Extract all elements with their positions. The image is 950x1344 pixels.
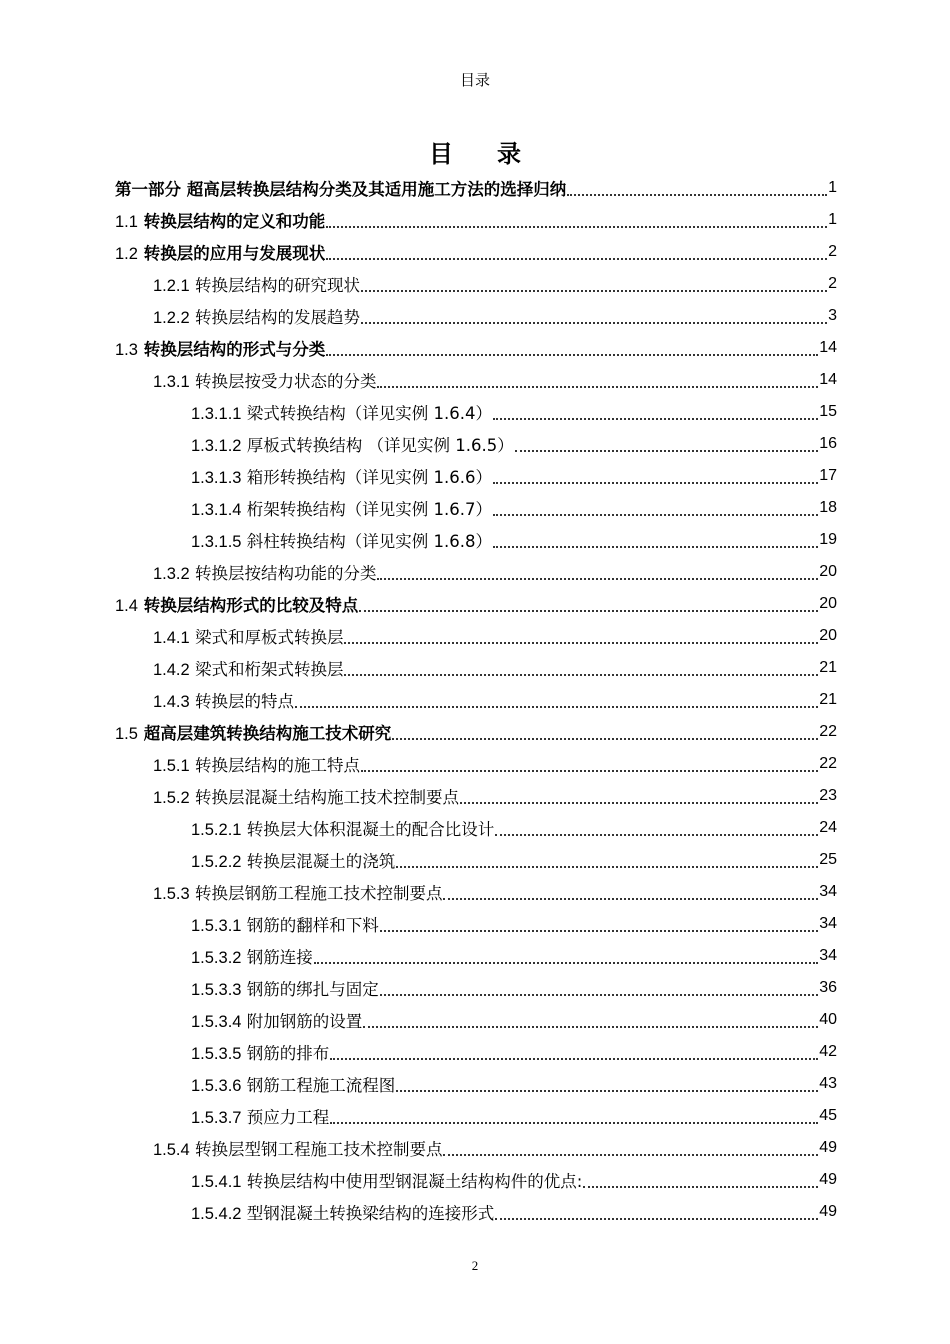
toc-entry-page: 2 — [828, 275, 837, 292]
toc-entry-label — [191, 912, 379, 936]
toc-entry-number: 1.3.1.3 — [191, 469, 242, 487]
toc-entry-text: 转换层结构的发展趋势 — [194, 308, 360, 327]
toc-entry-text: 转换层的应用与发展现状 — [143, 244, 326, 263]
dot-leader — [460, 790, 818, 804]
toc-entry-text: 斜柱转换结构（详见实例 1.6.8） — [246, 532, 492, 551]
toc-entry-label — [153, 560, 376, 584]
toc-entry[interactable] — [191, 396, 837, 428]
page-title: 目录 — [429, 140, 565, 168]
toc-entry-text: 梁式转换结构（详见实例 1.6.4） — [246, 404, 492, 423]
toc-entry[interactable] — [153, 556, 837, 588]
toc-entry[interactable] — [191, 1100, 837, 1132]
toc-entry-label — [153, 656, 343, 680]
toc-entry-number: 1.1 — [115, 213, 138, 231]
toc-entry-number: 1.4 — [115, 597, 138, 615]
toc-entry-text: 桁架转换结构（详见实例 1.6.7） — [246, 500, 492, 519]
dot-leader — [295, 694, 818, 708]
toc-entry-label — [153, 784, 459, 808]
toc-entry-page: 49 — [819, 1139, 837, 1156]
dot-leader — [344, 630, 818, 644]
toc-entry[interactable] — [191, 1164, 837, 1196]
toc-entry-number: 1.2 — [115, 245, 138, 263]
toc-entry[interactable] — [115, 204, 837, 236]
toc-entry-number: 1.5.3.7 — [191, 1109, 242, 1127]
toc-entry-page: 15 — [819, 403, 837, 420]
toc-entry-page: 20 — [819, 563, 837, 580]
toc-entry-label — [191, 1072, 395, 1096]
dot-leader — [392, 726, 818, 740]
dot-leader — [443, 1142, 818, 1156]
dot-leader — [344, 662, 818, 676]
toc-entry-text: 转换层混凝土结构施工技术控制要点 — [194, 788, 459, 807]
toc-entry-text: 梁式和厚板式转换层 — [194, 628, 344, 647]
toc-entry[interactable] — [153, 684, 837, 716]
toc-entry[interactable] — [191, 940, 837, 972]
toc-entry[interactable] — [153, 780, 837, 812]
dot-leader — [326, 342, 818, 356]
toc-entry-label — [115, 336, 325, 360]
dot-leader — [359, 598, 818, 612]
toc-entry-page: 22 — [819, 755, 837, 772]
toc-entry-page: 18 — [819, 499, 837, 516]
toc-entry-number: 1.5.3.2 — [191, 949, 242, 967]
toc-entry-text: 转换层的特点 — [194, 692, 294, 711]
toc-entry-label — [153, 880, 442, 904]
toc-entry-text: 附加钢筋的设置 — [246, 1012, 363, 1031]
toc-entry-page: 34 — [819, 883, 837, 900]
toc-entry[interactable] — [191, 1036, 837, 1068]
toc-entry-label — [191, 1008, 362, 1032]
toc-entry-page: 49 — [819, 1203, 837, 1220]
toc-entry-page: 42 — [819, 1043, 837, 1060]
toc-entry-text: 箱形转换结构（详见实例 1.6.6） — [246, 468, 492, 487]
toc-entry[interactable] — [191, 492, 837, 524]
toc-entry-number: 1.3.1.4 — [191, 501, 242, 519]
toc-entry-page: 34 — [819, 915, 837, 932]
toc-entry[interactable] — [153, 652, 837, 684]
toc-entry-number: 1.4.2 — [153, 661, 190, 679]
toc-entry-text: 转换层钢筋工程施工技术控制要点 — [194, 884, 443, 903]
dot-leader — [396, 854, 818, 868]
toc-entry-number: 1.5.3.3 — [191, 981, 242, 999]
toc-entry-number: 1.5.3.1 — [191, 917, 242, 935]
toc-entry-page: 25 — [819, 851, 837, 868]
toc-entry-label — [191, 816, 494, 840]
toc-entry-label — [115, 592, 358, 616]
toc-entry-number: 1.3.2 — [153, 565, 190, 583]
toc-entry-number: 1.5.3.6 — [191, 1077, 242, 1095]
toc-entry[interactable] — [153, 876, 837, 908]
toc-entry-page: 1 — [828, 211, 837, 228]
toc-entry-text: 梁式和桁架式转换层 — [194, 660, 344, 679]
toc-entry-label — [191, 976, 379, 1000]
dot-leader — [330, 1110, 818, 1124]
toc-entry-number: 1.3.1 — [153, 373, 190, 391]
toc-entry[interactable] — [153, 364, 837, 396]
toc-entry-text: 钢筋的排布 — [246, 1044, 330, 1063]
toc-entry-page: 20 — [819, 595, 837, 612]
toc-entry-label — [191, 1040, 329, 1064]
dot-leader — [363, 1014, 818, 1028]
running-header: 目录 — [459, 71, 490, 89]
toc-entry-number: 1.5.2.1 — [191, 821, 242, 839]
toc-entry-label — [153, 1136, 442, 1160]
toc-entry-text: 第一部分 超高层转换层结构分类及其适用施工方法的选择归纳 — [115, 180, 567, 199]
dot-leader — [495, 1206, 818, 1220]
dot-leader — [380, 982, 818, 996]
toc-entry-label — [191, 944, 313, 968]
toc-entry-page: 21 — [819, 691, 837, 708]
toc-entry-label — [191, 400, 492, 424]
toc-entry[interactable] — [191, 812, 837, 844]
dot-leader — [493, 406, 818, 420]
toc-entry-page: 21 — [819, 659, 837, 676]
toc-entry[interactable] — [153, 748, 837, 780]
toc-entry-number: 1.4.1 — [153, 629, 190, 647]
toc-entry-label — [115, 208, 325, 232]
toc-entry[interactable] — [191, 428, 837, 460]
toc-entry[interactable] — [191, 1004, 837, 1036]
toc-entry-number: 1.5.3 — [153, 885, 190, 903]
toc-entry-number: 1.5.3.4 — [191, 1013, 242, 1031]
dot-leader — [361, 278, 827, 292]
toc-entry-number: 1.5 — [115, 725, 138, 743]
toc-entry-page: 16 — [819, 435, 837, 452]
toc-entry-text: 钢筋的翻样和下料 — [246, 916, 379, 935]
toc-entry-label — [153, 688, 294, 712]
toc-entry-page: 22 — [819, 723, 837, 740]
toc-entry-page: 14 — [819, 371, 837, 388]
toc-entry-label — [153, 304, 360, 328]
toc-entry-label — [115, 176, 566, 200]
toc-entry-text: 转换层结构的研究现状 — [194, 276, 360, 295]
toc-entry[interactable] — [191, 972, 837, 1004]
toc-entry-number: 1.3 — [115, 341, 138, 359]
toc-entry-number: 1.3.1.1 — [191, 405, 242, 423]
toc-entry-text: 转换层按结构功能的分类 — [194, 564, 377, 583]
toc-entry-label — [191, 464, 492, 488]
toc-entry-text: 钢筋连接 — [246, 948, 313, 967]
dot-leader — [495, 822, 818, 836]
toc-entry-page: 49 — [819, 1171, 837, 1188]
dot-leader — [330, 1046, 818, 1060]
toc-entry-number: 1.2.2 — [153, 309, 190, 327]
toc-entry-label — [191, 848, 395, 872]
toc-entry-number: 1.5.3.5 — [191, 1045, 242, 1063]
toc-entry-label — [191, 528, 492, 552]
toc-entry-number: 1.3.1.2 — [191, 437, 242, 455]
toc-entry-number: 1.3.1.5 — [191, 533, 242, 551]
dot-leader — [493, 534, 818, 548]
toc-entry[interactable] — [153, 620, 837, 652]
dot-leader — [380, 918, 818, 932]
toc-entry-text: 转换层混凝土的浇筑 — [246, 852, 396, 871]
toc-entry-text: 转换层型钢工程施工技术控制要点 — [194, 1140, 443, 1159]
dot-leader — [314, 950, 818, 964]
toc-entry[interactable] — [153, 268, 837, 300]
toc-entry-page: 45 — [819, 1107, 837, 1124]
toc-entry-page: 1 — [828, 179, 837, 196]
dot-leader — [377, 566, 818, 580]
toc-entry[interactable] — [191, 524, 837, 556]
toc-entry-number: 1.5.4 — [153, 1141, 190, 1159]
toc-entry-text: 转换层结构形式的比较及特点 — [143, 596, 359, 615]
dot-leader — [493, 470, 818, 484]
toc-entry-text: 转换层大体积混凝土的配合比设计 — [246, 820, 495, 839]
dot-leader — [515, 438, 819, 452]
dot-leader — [361, 758, 818, 772]
dot-leader — [326, 214, 827, 228]
toc-entry-text: 钢筋的绑扎与固定 — [246, 980, 379, 999]
toc-entry-number: 1.5.4.1 — [191, 1173, 242, 1191]
toc-entry[interactable] — [153, 300, 837, 332]
toc-entry-label — [191, 432, 514, 456]
toc-entry-page: 20 — [819, 627, 837, 644]
toc-entry-text: 转换层结构中使用型钢混凝土结构构件的优点: — [246, 1172, 583, 1191]
dot-leader — [361, 310, 827, 324]
toc-entry-text: 转换层结构的定义和功能 — [143, 212, 326, 231]
toc-entry[interactable] — [115, 172, 837, 204]
toc-entry-page: 34 — [819, 947, 837, 964]
toc-entry-text: 型钢混凝土转换梁结构的连接形式 — [246, 1204, 495, 1223]
toc-entry-number: 1.2.1 — [153, 277, 190, 295]
toc-entry[interactable] — [153, 1132, 837, 1164]
toc-entry[interactable] — [115, 588, 837, 620]
toc-entry-label — [191, 496, 492, 520]
dot-leader — [583, 1174, 818, 1188]
toc-entry-page: 19 — [819, 531, 837, 548]
toc-entry-text: 厚板式转换结构 （详见实例 1.6.5） — [246, 436, 514, 455]
toc-entry-number: 1.5.1 — [153, 757, 190, 775]
toc-entry-page: 23 — [819, 787, 837, 804]
toc-entry[interactable] — [191, 460, 837, 492]
dot-leader — [493, 502, 818, 516]
toc-entry-number: 1.5.2 — [153, 789, 190, 807]
toc-entry-page: 43 — [819, 1075, 837, 1092]
toc-entry-number: 1.5.4.2 — [191, 1205, 242, 1223]
toc-entry[interactable] — [115, 236, 837, 268]
toc-entry-label — [115, 720, 391, 744]
toc-entry-label — [191, 1104, 329, 1128]
toc-entry-number: 1.4.3 — [153, 693, 190, 711]
toc-entry[interactable] — [191, 1068, 837, 1100]
toc-entry-text: 转换层按受力状态的分类 — [194, 372, 377, 391]
toc-entry-page: 3 — [828, 307, 837, 324]
toc-entry-page: 17 — [819, 467, 837, 484]
toc-entry-page: 24 — [819, 819, 837, 836]
toc-entry-text: 钢筋工程施工流程图 — [246, 1076, 396, 1095]
dot-leader — [396, 1078, 818, 1092]
toc-entry-label — [191, 1200, 494, 1224]
toc-entry-page: 2 — [828, 243, 837, 260]
dot-leader — [377, 374, 818, 388]
toc-entry[interactable] — [191, 844, 837, 876]
toc-entry[interactable] — [115, 332, 837, 364]
toc-entry-label — [153, 752, 360, 776]
toc-entry-number: 1.5.2.2 — [191, 853, 242, 871]
toc-entry-label — [115, 240, 325, 264]
toc-entry-page: 14 — [819, 339, 837, 356]
toc-entry[interactable] — [191, 1196, 837, 1228]
dot-leader — [443, 886, 818, 900]
toc-entry-text: 超高层建筑转换结构施工技术研究 — [143, 724, 392, 743]
dot-leader — [326, 246, 827, 260]
toc-entry-label — [191, 1168, 582, 1192]
toc-entry-text: 转换层结构的形式与分类 — [143, 340, 326, 359]
toc-entry[interactable] — [191, 908, 837, 940]
toc-entry[interactable] — [115, 716, 837, 748]
toc-entry-page: 36 — [819, 979, 837, 996]
toc-entry-text: 预应力工程 — [246, 1108, 330, 1127]
dot-leader — [567, 182, 827, 196]
toc-entry-label — [153, 368, 376, 392]
toc-entry-label — [153, 272, 360, 296]
toc-entry-label — [153, 624, 343, 648]
toc-entry-text: 转换层结构的施工特点 — [194, 756, 360, 775]
toc-entry-page: 40 — [819, 1011, 837, 1028]
page-number: 2 — [471, 1258, 479, 1273]
